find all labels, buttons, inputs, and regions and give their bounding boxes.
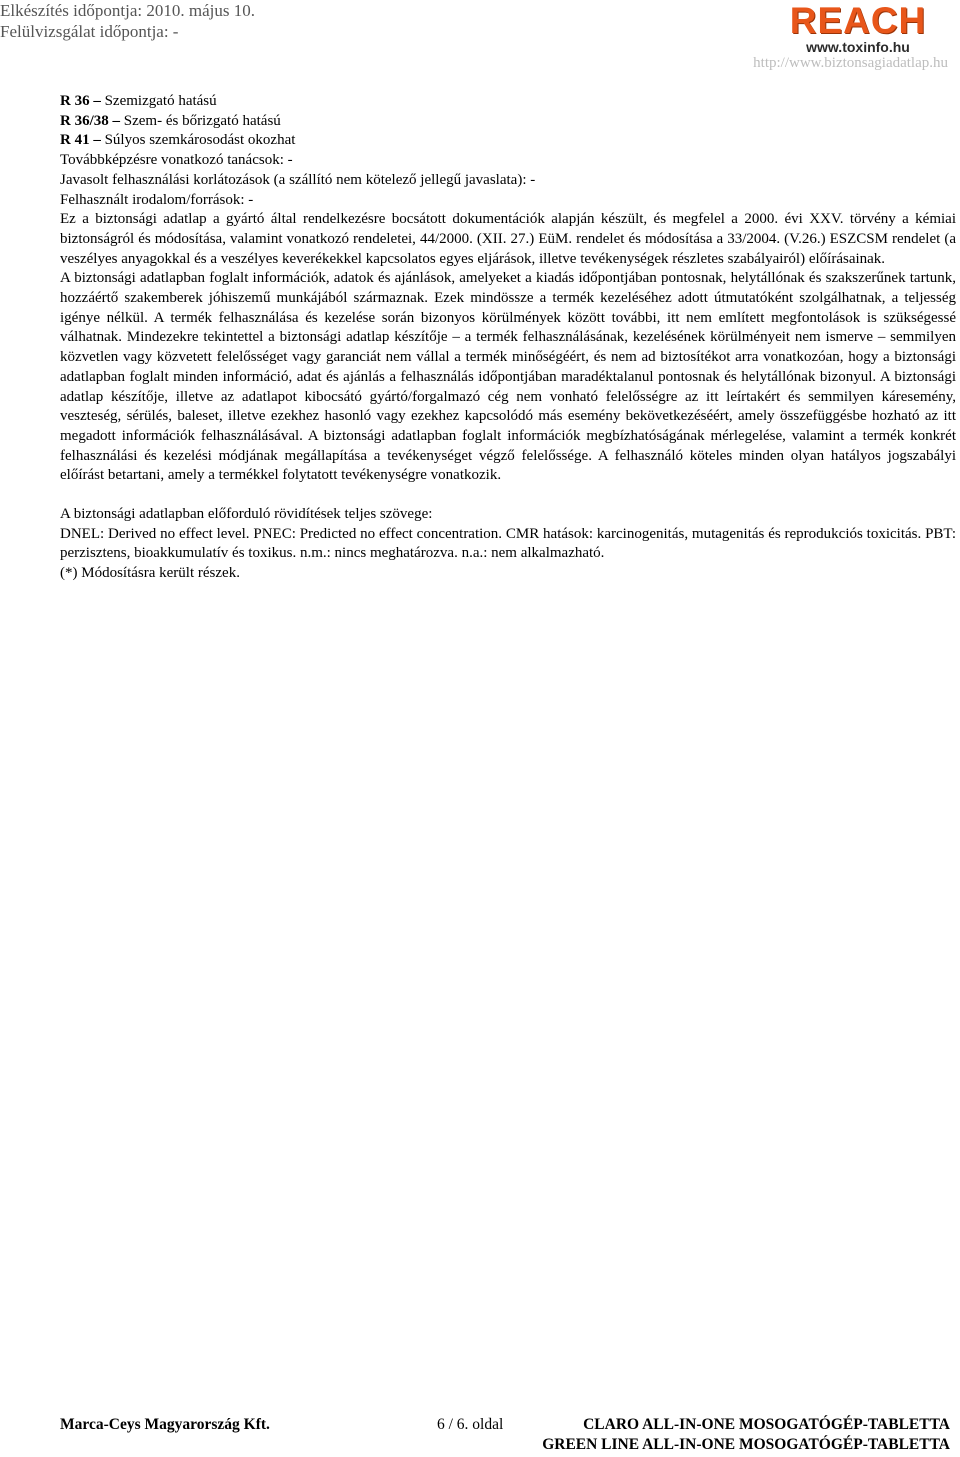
page-number: 6 / 6. oldal: [437, 1416, 504, 1433]
literature-sources: Felhasznált irodalom/források: -: [60, 191, 254, 208]
use-restrictions: Javasolt felhasználási korlátozások (a szállító nem kötelező jellegű javaslata): -: [60, 171, 536, 188]
company-name: Marca-Ceys Magyarország Kft.: [60, 1416, 270, 1433]
logo-wordmark: REACH: [789, 0, 927, 41]
document-header: [0, 0, 255, 42]
r-phrase: R 36/38 – Szem- és bőrizgató hatású: [60, 112, 281, 129]
disclaimer-paragraph: A biztonsági adatlapban foglalt információk, adatok és ajánlások, amelyeket a kiadás időpontjában pontosnak, helytállónak és szakszerűnek tartunk, hozzáértő szakemberek jóhiszemű munkájából származnak. Ezek mindössze a termék kezeléséhez adott útmutatóként szolgálhatnak, a teljesség igénye nélkül. A termék felhasználása és kezelése során bizonyos körülmények között további, itt nem említett megfontolások is szükségessé válhatnak. Mindezekre tekintettel a biztonsági adatlap készítője – a termék felhasználásának, kezelésének körülményeit nem ismerve – semmilyen közvetlen vagy közvetett felelősséget vagy garanciát nem vállal a termék minőségéért, és nem ad biztosítékot arra vonatkozóan, hogy a biztonsági adatlapban foglalt minden információ, adat és ajánlás a felhasználás időpontjában maradéktalanul pontosnak és helytállónak bizonyul. A biztonsági adatlap készítője, illetve az adatlapot kibocsátó gyártó/forgalmazó cég nem vonható felelősségre az itt leírtakért és semmilyen káresemény, veszteség, sérülés, baleset, illetve ezekhez hasonló vagy ezekhez kapcsolódó más esemény bekövetkezéséért, amely összefüggésbe hozható az itt megadott információk felhasználásával. A biztonsági adatlapban foglalt információk megbízhatóságának mérlegelése, valamint a termék konkrét felhasználási és kezelési módjának megállapítása a tevékenységet végző felelőssége. A felhasználó köteles minden olyan hatályos jogszabályi előírást betartani, amely a termékkel folytatott tevékenységre vonatkozik.: [60, 270, 956, 484]
r-phrase: R 36 – Szemizgató hatású: [60, 93, 217, 109]
r-phrase: R 41 – Súlyos szemkárosodást okozhat: [60, 132, 296, 149]
reach-logo: [778, 2, 938, 55]
legal-paragraph: Ez a biztonsági adatlap a gyártó által rendelkezésre bocsátott dokumentációk alapján készült, és megfelel a 2000. évi XXV. törvény a kémiai biztonságról és módosítása, valamint vonatkozó rendeletei, 44/2000. (XII. 27.) EüM. rendelet és módosítása a 33/2004. (V.26.) ESZCSM rendelet (a veszélyes anyagokkal és a veszélyes keverékekkel kapcsolatos egyes eljárások, illetve tevékenységek részletes szabályairól) előírásainak.: [60, 211, 956, 267]
logo-url: www.toxinfo.hu: [806, 39, 910, 55]
product-name: CLARO ALL-IN-ONE MOSOGATÓGÉP-TABLETTA: [583, 1416, 950, 1433]
document-body: [60, 92, 956, 584]
spacer: [60, 486, 956, 505]
product-name: GREEN LINE ALL-IN-ONE MOSOGATÓGÉP-TABLETTA: [542, 1436, 950, 1453]
revised-date: Felülvizsgálat időpontja: -: [0, 22, 179, 41]
modified-note: (*) Módosításra került részek.: [60, 565, 240, 582]
abbreviations-heading: A biztonsági adatlapban előforduló rövidítések teljes szövege:: [60, 506, 433, 523]
site-url-watermark: http://www.biztonsagiadatlap.hu: [753, 55, 948, 71]
training-advice: Továbbképzésre vonatkozó tanácsok: -: [60, 152, 293, 169]
abbreviations-text: DNEL: Derived no effect level. PNEC: Predicted no effect concentration. CMR hatások: karcinogenitás, mutagenitás és reprodukciós toxicitás. PBT: perzisztens, bioakkumulatív és toxikus. n.m.: nincs meghatározva. n.a.: nem alkalmazható.: [60, 525, 956, 562]
product-names: [542, 1415, 950, 1455]
created-date: Elkészítés időpontja: 2010. május 10.: [0, 1, 255, 20]
